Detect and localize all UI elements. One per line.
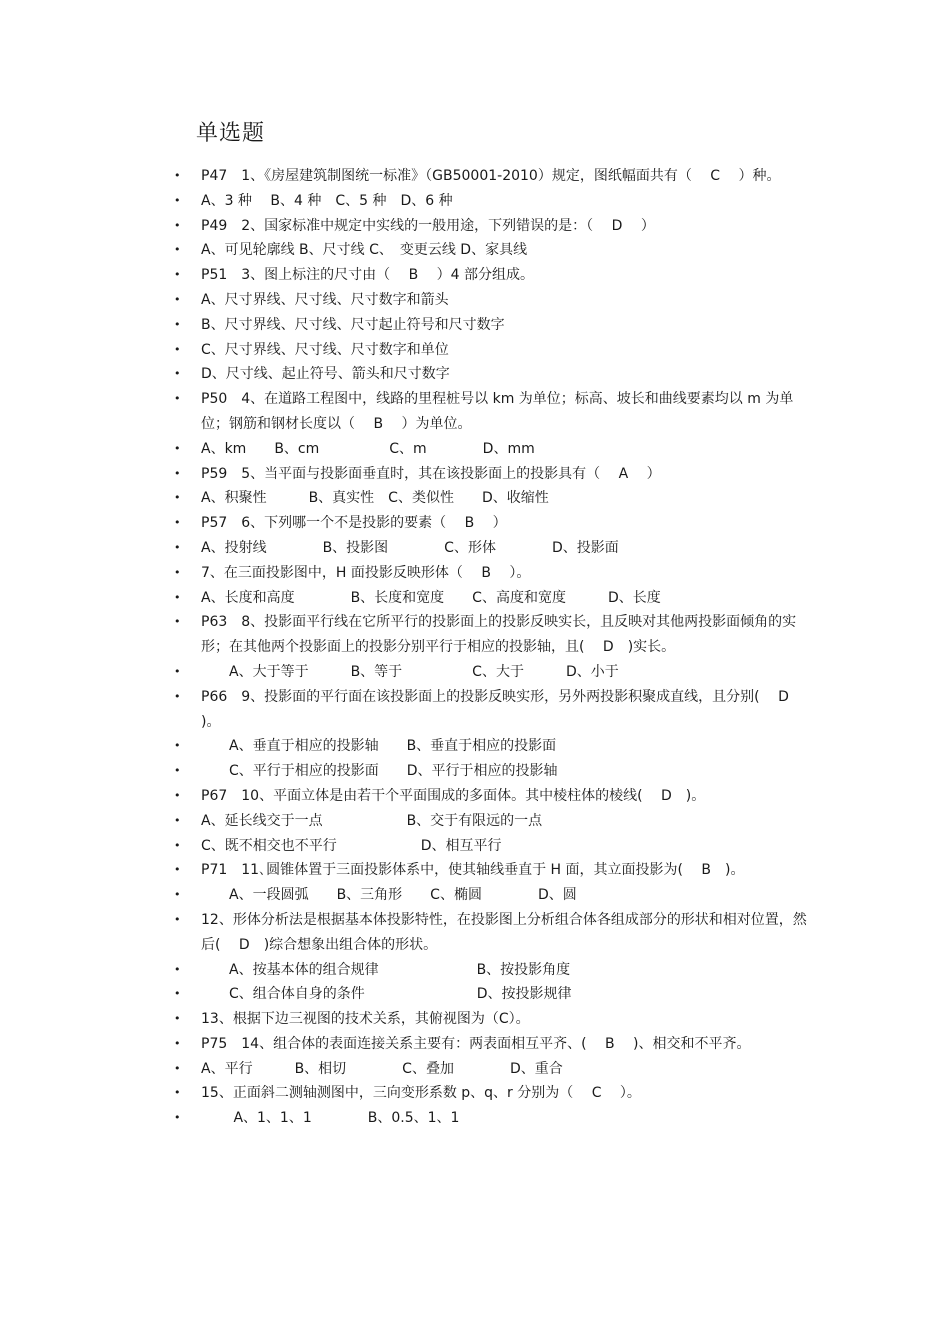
- list-item: [0, 362, 811, 387]
- bullet-icon: •: [174, 764, 181, 778]
- list-item: [0, 214, 811, 239]
- list-item: [0, 238, 811, 263]
- list-item-text: P51 3、图上标注的尺寸由（ B ）4 部分组成。: [201, 267, 535, 284]
- bullet-icon: •: [174, 1061, 181, 1075]
- list-item: [0, 189, 811, 214]
- list-item-text: P66 9、投影面的平行面在该投影面上的投影反映实形，另外两投影积聚成直线，且分别( D )。: [201, 688, 794, 730]
- bullet-icon: •: [174, 243, 181, 257]
- list-item: [0, 1007, 811, 1032]
- list-item-text: 12、形体分析法是根据基本体投影特性，在投影图上分析组合体各组成部分的形状和相对位置，然后( D )综合想象出组合体的形状。: [201, 911, 807, 953]
- list-item-text: P67 10、平面立体是由若干个平面围成的多面体。其中棱柱体的棱线( D )。: [201, 787, 706, 804]
- list-item-text: A、延长线交于一点 B、交于有限远的一点: [201, 812, 543, 829]
- list-item-text: 15、正面斜二测轴测图中，三向变形系数 p、q、r 分别为（ C ）。: [201, 1085, 641, 1102]
- bullet-icon: •: [174, 689, 181, 703]
- list-item-text: P47 1、《房屋建筑制图统一标准》（GB50001-2010）规定，图纸幅面共有（ C ）种。: [201, 168, 781, 184]
- list-item: [0, 1106, 811, 1131]
- list-item: [0, 660, 811, 685]
- list-item: [0, 734, 811, 759]
- list-item-text: P59 5、当平面与投影面垂直时，其在该投影面上的投影具有（ A ）: [201, 465, 661, 482]
- bullet-icon: •: [174, 962, 181, 976]
- bullet-icon: •: [174, 317, 181, 331]
- bullet-icon: •: [174, 441, 181, 455]
- document-title: 单选题: [196, 121, 266, 146]
- list-item-text: A、按基本体的组合规律 B、按投影角度: [201, 961, 571, 978]
- list-item: [0, 263, 811, 288]
- bullet-icon: •: [174, 218, 181, 232]
- list-item: [0, 834, 811, 859]
- list-item-text: 7、在三面投影图中，H 面投影反映形体（ B ）。: [201, 564, 531, 581]
- list-item: [0, 883, 811, 908]
- list-item-text: 13、根据下边三视图的技术关系，其俯视图为（C）。: [201, 1011, 530, 1028]
- list-item: [0, 536, 811, 561]
- list-item-text: A、平行 B、相切 C、叠加 D、重合: [201, 1060, 563, 1077]
- list-item: [0, 809, 811, 834]
- list-item-text: P75 14、组合体的表面连接关系主要有：两表面相互平齐、( B )、相交和不平齐。: [201, 1035, 751, 1052]
- list-item: [0, 784, 811, 809]
- list-item: [0, 1081, 811, 1106]
- list-item-text: C、既不相交也不平行 D、相互平行: [201, 837, 502, 854]
- bullet-icon: •: [174, 987, 181, 1001]
- list-item-text: A、长度和高度 B、长度和宽度 C、高度和宽度 D、长度: [201, 589, 661, 606]
- list-item: [0, 462, 811, 487]
- list-item: [0, 338, 811, 363]
- bullet-icon: •: [174, 565, 181, 579]
- list-item-text: A、3 种 B、4 种 C、5 种 D、6 种: [201, 192, 453, 209]
- list-item: [0, 982, 811, 1007]
- list-item: [0, 437, 811, 462]
- bullet-icon: •: [174, 615, 181, 629]
- list-item: [0, 759, 811, 784]
- bullet-icon: •: [174, 1012, 181, 1026]
- bullet-icon: •: [174, 813, 181, 827]
- list-item: [0, 313, 811, 338]
- bullet-icon: •: [174, 1111, 181, 1125]
- list-item: [0, 685, 811, 735]
- bullet-icon: •: [174, 838, 181, 852]
- list-item: [0, 1032, 811, 1057]
- list-item-text: A、大于等于 B、等于 C、大于 D、小于: [201, 663, 619, 680]
- list-item-text: A、尺寸界线、尺寸线、尺寸数字和箭头: [201, 291, 449, 308]
- bullet-icon: •: [174, 1086, 181, 1100]
- list-item-text: C、平行于相应的投影面 D、平行于相应的投影轴: [201, 763, 558, 780]
- bullet-icon: •: [174, 739, 181, 753]
- list-item-text: C、组合体自身的条件 D、按投影规律: [201, 986, 572, 1003]
- bullet-icon: •: [174, 912, 181, 926]
- list-item: [0, 610, 811, 660]
- bullet-icon: •: [174, 491, 181, 505]
- list-item: [0, 511, 811, 536]
- list-item-text: A、垂直于相应的投影轴 B、垂直于相应的投影面: [201, 738, 557, 755]
- list-item: [0, 586, 811, 611]
- bullet-icon: •: [174, 193, 181, 207]
- bullet-icon: •: [174, 1036, 181, 1050]
- list-item-text: D、尺寸线、起止符号、箭头和尺寸数字: [201, 366, 450, 383]
- bullet-icon: •: [174, 664, 181, 678]
- list-item: [0, 858, 811, 883]
- bullet-icon: •: [174, 367, 181, 381]
- bullet-icon: •: [174, 888, 181, 902]
- list-item-text: A、积聚性 B、真实性 C、类似性 D、收缩性: [201, 490, 549, 507]
- list-item-text: A、投射线 B、投影图 C、形体 D、投影面: [201, 539, 619, 556]
- list-item-text: B、尺寸界线、尺寸线、尺寸起止符号和尺寸数字: [201, 316, 505, 333]
- question-list: [0, 164, 950, 1131]
- list-item-text: P57 6、下列哪一个不是投影的要素（ B ）: [201, 515, 507, 532]
- list-item-text: A、可见轮廓线 B、尺寸线 C、 变更云线 D、家具线: [201, 242, 528, 259]
- list-item-text: P71 11､圆锥体置于三面投影体系中，使其轴线垂直于 H 面，其立面投影为( B )。: [201, 862, 745, 879]
- list-item-text: A、1、1、1 B、0.5、1、1: [201, 1110, 460, 1127]
- list-item: [0, 1057, 811, 1082]
- list-item: [0, 908, 811, 958]
- list-item: [0, 958, 811, 983]
- list-item: [0, 164, 811, 189]
- list-item-text: A、km B、cm C、m D、mm: [201, 440, 535, 457]
- list-item: [0, 486, 811, 511]
- list-item-text: P50 4、在道路工程图中，线路的里程桩号以 km 为单位；标高、坡长和曲线要素均以 m 为单位；钢筋和钢材长度以（ B ）为单位。: [201, 391, 794, 432]
- bullet-icon: •: [174, 516, 181, 530]
- bullet-icon: •: [174, 292, 181, 306]
- bullet-icon: •: [174, 169, 181, 182]
- bullet-icon: •: [174, 590, 181, 604]
- list-item-text: P63 8、投影面平行线在它所平行的投影面上的投影反映实长，且反映对其他两投影面倾角的实形；在其他两个投影面上的投影分别平行于相应的投影轴，且( D )实长。: [201, 614, 797, 656]
- bullet-icon: •: [174, 466, 181, 480]
- list-item: [0, 387, 811, 437]
- list-item-text: C、尺寸界线、尺寸线、尺寸数字和单位: [201, 341, 449, 358]
- list-item-text: A、一段圆弧 B、三角形 C、椭圆 D、圆: [201, 887, 577, 904]
- bullet-icon: •: [174, 342, 181, 356]
- list-item: [0, 288, 811, 313]
- bullet-icon: •: [174, 392, 181, 406]
- bullet-icon: •: [174, 788, 181, 802]
- list-item: [0, 561, 811, 586]
- bullet-icon: •: [174, 863, 181, 877]
- list-item-text: P49 2、国家标准中规定中实线的一般用途，下列错误的是：（ D ）: [201, 217, 655, 234]
- bullet-icon: •: [174, 540, 181, 554]
- bullet-icon: •: [174, 268, 181, 282]
